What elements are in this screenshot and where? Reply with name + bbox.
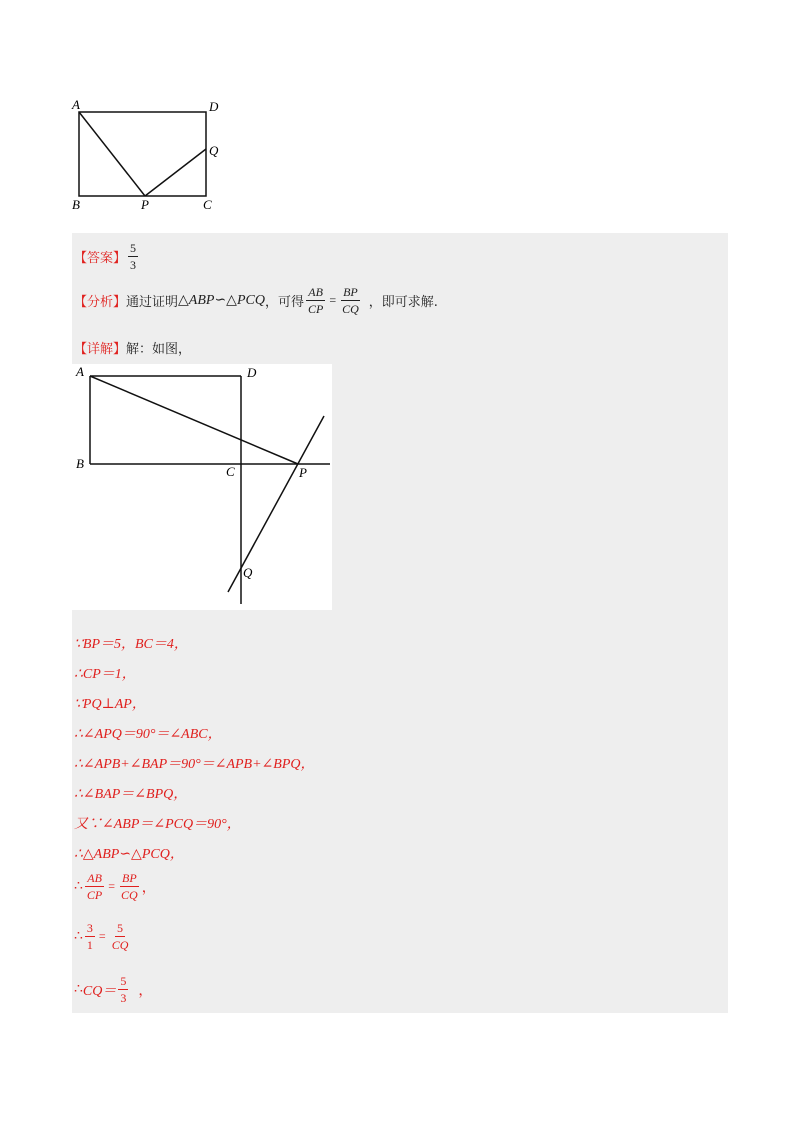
step-11: ∴ CQ＝ $\frac{5}{3}$ ， [74, 974, 153, 1005]
step-8: ∴△ABP∽△PCQ， [74, 847, 184, 862]
answer-fraction: $\frac{5}{3}$ [130, 241, 137, 272]
step-9-fraction-1: $\frac{AB}{CP}$ [86, 871, 103, 902]
label-b: B [72, 197, 80, 212]
analysis-row: 【分析】 通过证明 △ABP∽△PCQ ，可得 $\frac{AB}{CP}$ = $\frac{BP}{CQ}$ ，即可求解. [74, 285, 438, 316]
step-1: ∵BP＝5，BC＝4， [74, 637, 188, 652]
label-c: C [203, 197, 212, 212]
label-d: D [247, 365, 257, 380]
answer-tag: 【答案】 [74, 251, 127, 266]
step-11-fraction: $\frac{5}{3}$ [120, 974, 127, 1005]
step-7: 又∵∠ABP＝∠PCQ＝90°， [74, 817, 241, 832]
similar-triangles: △ABP∽△PCQ [178, 293, 265, 308]
step-5: ∴∠APB+∠BAP＝90°＝∠APB+∠BPQ， [74, 757, 315, 772]
step-4: ∴∠APQ＝90°＝∠ABC， [74, 727, 222, 742]
analysis-fraction-1: $\frac{AB}{CP}$ [307, 285, 324, 316]
analysis-tag: 【分析】 [74, 295, 127, 310]
label-c: C [226, 464, 235, 479]
figure-rectangle-abcd [60, 95, 230, 215]
answer-row [74, 242, 140, 271]
step-10: ∴ $\frac{3}{1}$ = $\frac{5}{CQ}$ [74, 921, 129, 952]
label-a: A [72, 97, 80, 112]
step-10-fraction-1: $\frac{3}{1}$ [86, 921, 93, 952]
label-q: Q [243, 565, 253, 580]
step-6: ∴∠BAP＝∠BPQ， [74, 787, 188, 802]
step-2: ∴CP＝1， [74, 667, 136, 682]
step-9-fraction-2: $\frac{BP}{CQ}$ [121, 871, 138, 902]
label-d: D [209, 99, 219, 114]
label-b: B [76, 456, 84, 471]
step-3: ∵PQ⊥AP， [74, 697, 146, 712]
figure-solution-diagram [72, 364, 332, 610]
detail-row: 【详解】 解：如图， [74, 338, 191, 357]
label-q: Q [209, 143, 219, 158]
step-10-fraction-2: $\frac{5}{CQ}$ [111, 921, 129, 952]
detail-tag: 【详解】 [74, 342, 127, 357]
analysis-fraction-2: $\frac{BP}{CQ}$ [342, 285, 359, 316]
step-9: ∴ $\frac{AB}{CP}$ = $\frac{BP}{CQ}$ ， [74, 871, 156, 902]
label-a: A [76, 364, 84, 379]
label-p: P [299, 465, 307, 480]
label-p: P [141, 197, 149, 212]
